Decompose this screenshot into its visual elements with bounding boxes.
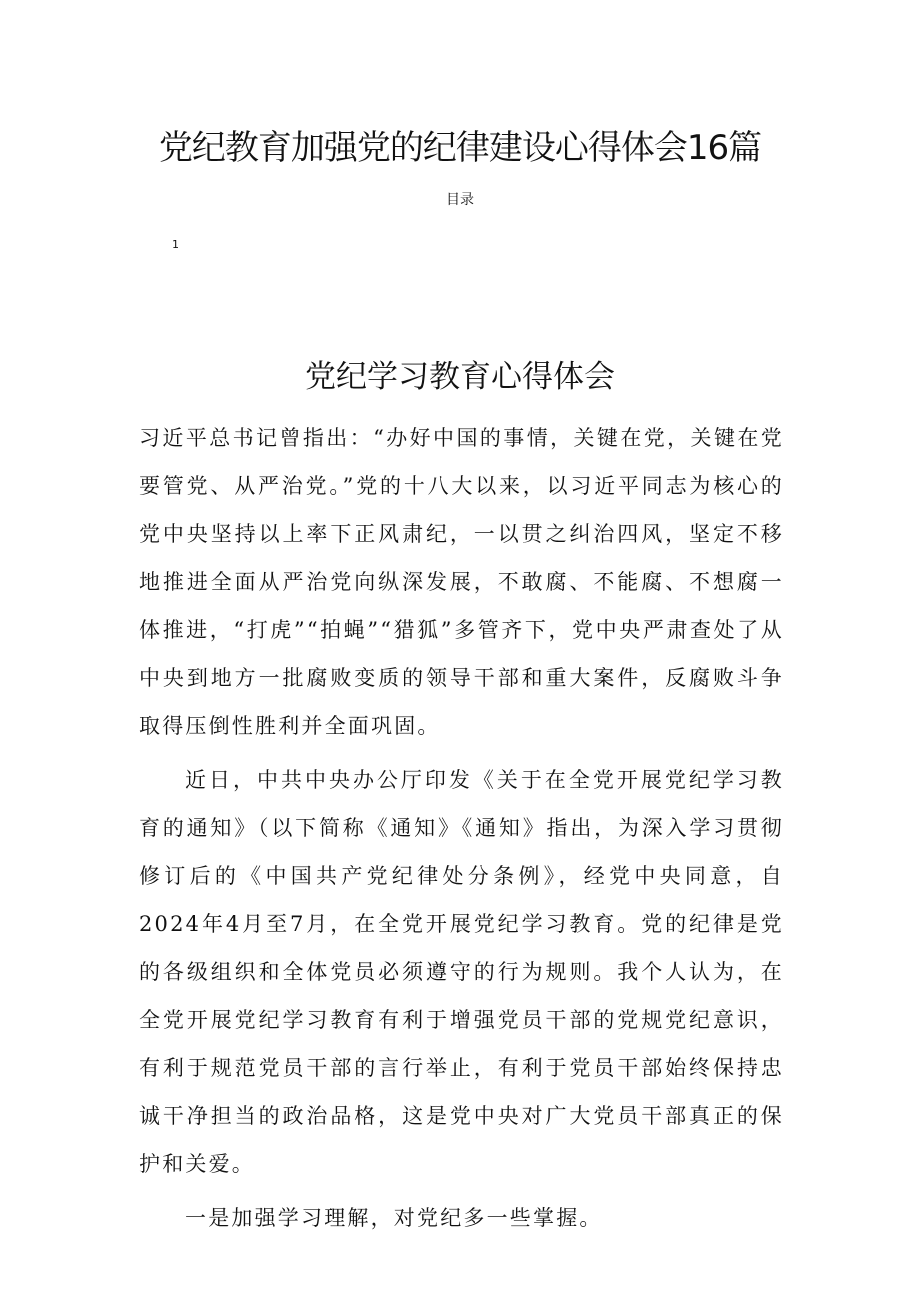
document-title: 党纪教育加强党的纪律建设心得体会16篇 — [158, 128, 762, 168]
section-body — [139, 414, 784, 1248]
paragraph: 近日，中共中央办公厅印发《关于在全党开展党纪学习教育的通知》（以下简称《通知》《通知》指出，为深入学习贯彻修订后的《中国共产党纪律处分条例》，经党中央同意，自2024年4月至7月，在全党开展党纪学习教育。党的纪律是党的各级组织和全体党员必须遵守的行为规则。我个人认为，在全党开展党纪学习教育有利于增强党员干部的党规党纪意识，有利于规范党员干部的言行举止，有利于党员干部始终保持忠诚干净担当的政治品格，这是党中央对广大党员干部真正的保护和关爱。 — [139, 768, 784, 1176]
paragraph: 一是加强学习理解，对党纪多一些掌握。 — [185, 1206, 603, 1230]
toc-item[interactable]: 1 — [172, 238, 179, 251]
section-title: 党纪学习教育心得体会 — [305, 359, 615, 395]
paragraph: 习近平总书记曾指出：“办好中国的事情，关键在党，关键在党要管党、从严治党。”党的十八大以来，以习近平同志为核心的党中央坚持以上率下正风肃纪，一以贯之纠治四风，坚定不移地推进全面从严治党向纵深发展，不敢腐、不能腐、不想腐一体推进，“打虎”“拍蝇”“猎狐”多管齐下，党中央严肃查处了从中央到地方一批腐败变质的领导干部和重大案件，反腐败斗争取得压倒性胜利并全面巩固。 — [139, 426, 784, 738]
toc-heading: 目录 — [446, 192, 474, 208]
